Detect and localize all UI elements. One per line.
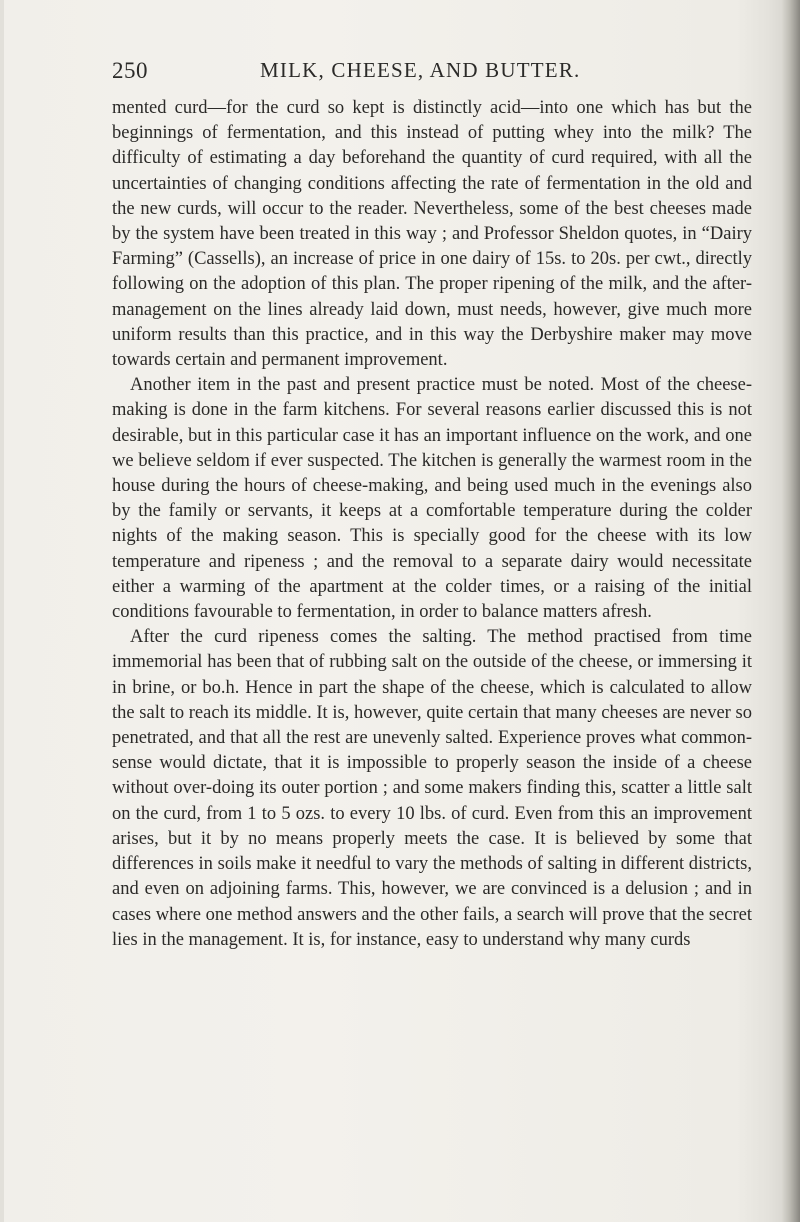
page-right-edge-shadow <box>782 0 800 1222</box>
page-number: 250 <box>112 58 148 83</box>
paragraph-3: After the curd ripeness comes the salting. The method practised from time immemorial has been that of rubbing salt on the outside of the cheese, or immersing it in brine, or bo.h. Hence in part the shape of the cheese, which is calculated to allow the salt to reach its middle. It is, however, quite certain that many cheeses are never so penetrated, and that all the rest are unevenly salted. Experience proves what common-sense would dictate, that it is impossible to properly season the inside of a cheese without over-doing its outer portion ; and some makers finding this, scatter a little salt on the curd, from 1 to 5 ozs. to every 10 lbs. of curd. Even from this an improvement arises, but it by no means properly meets the case. It is believed by some that differences in soils make it needful to vary the methods of salting in different districts, and even on adjoining farms. This, however, we are convinced is a delusion ; and in cases where one method answers and the other fails, a search will prove that the secret lies in the management. It is, for instance, easy to understand why many curds <box>112 627 752 950</box>
paragraph-1: mented curd—for the curd so kept is distinctly acid—into one which has but the beginnings of fermentation, and this instead of putting whey into the milk? The difficulty of estimating a day beforehand the quantity of curd required, with all the uncertainties of changing conditions affecting the rate of fermentation in the old and the new curds, will occur to the reader. Nevertheless, some of the best cheeses made by the system have been treated in this way ; and Professor Sheldon quotes, in “Dairy Farming” (Cassells), an increase of price in one dairy of 15s. to 20s. per cwt., directly following on the adoption of this plan. The proper ripening of the milk, and the after-management on the lines already laid down, must needs, however, give much more uniform results than this practice, and in this way the Derbyshire maker may move towards certain and permanent improvement. <box>112 98 752 371</box>
page-left-edge <box>0 0 4 1222</box>
paragraph-2: Another item in the past and present practice must be noted. Most of the cheese-making is done in the farm kitchens. For several reasons earlier discussed this is not desirable, but in this particular case it has an important influence on the work, and one we believe seldom if ever suspected. The kitchen is generally the warmest room in the house during the hours of cheese-making, and being used much in the evenings also by the family or servants, it keeps at a comfortable temperature during the colder nights of the making season. This is specially good for the cheese with its low temperature and ripeness ; and the removal to a separate dairy would necessitate either a warming of the apartment at the colder times, or a raising of the initial conditions favourable to fermentation, in order to balance matters afresh. <box>112 375 752 623</box>
running-head <box>112 58 752 88</box>
running-title: MILK, CHEESE, AND BUTTER. <box>260 58 581 82</box>
body-text <box>112 96 752 953</box>
